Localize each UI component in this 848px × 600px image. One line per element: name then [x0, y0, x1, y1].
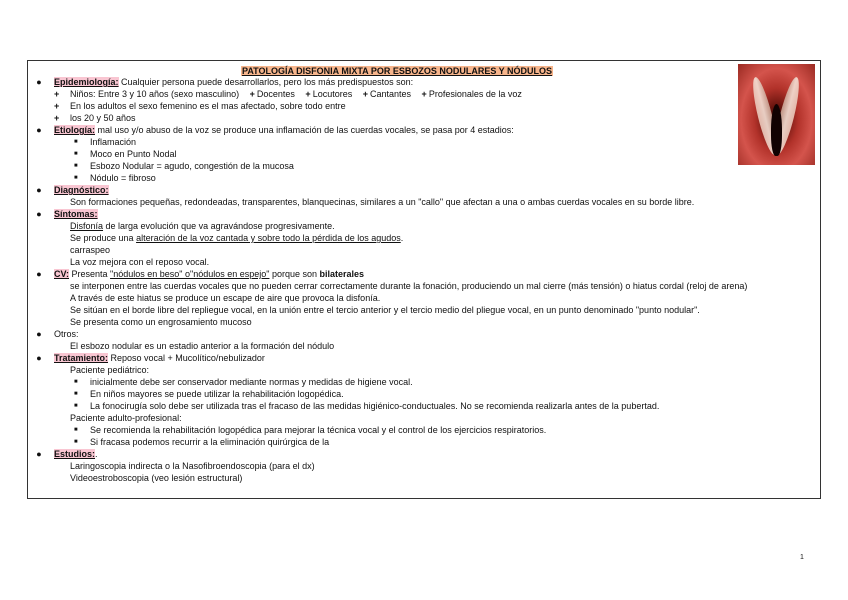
pediatric-header: Paciente pediátrico: [70, 365, 150, 375]
epi-ninos: Niños: Entre 3 y 10 años (sexo masculino) [70, 89, 240, 99]
epi-edad: los 20 y 50 años [70, 113, 136, 123]
adult-item: ■ Si fracasa podemos recurrir a la eliminación quirúrgica de la [74, 437, 330, 447]
bullet-icon: ● [36, 449, 42, 459]
plus-icon: + [362, 89, 368, 99]
cv-line: A través de este hiatus se produce un escape de aire que provoca la disfonía. [70, 293, 381, 303]
plus-icon: + [54, 101, 60, 111]
square-bullet-icon: ■ [74, 175, 78, 181]
etiologia-item [34, 124, 804, 136]
page-title: PATOLOGÍA DISFONIA MIXTA POR ESBOZOS NODULARES Y NÓDULOS [241, 66, 553, 76]
epi-profesionales: Profesionales de la voz [428, 89, 522, 99]
square-bullet-icon: ■ [74, 139, 78, 145]
plus-icon: + [421, 89, 427, 99]
bullet-icon: ● [36, 125, 42, 135]
cv-item: ● CV: Presenta "nódulos en beso" o"nódulos en espejo" porque son bilaterales [34, 268, 804, 280]
etiologia-label: Etiología: [54, 125, 95, 135]
adult-item: ■ Se recomienda la rehabilitación logopédica para mejorar la técnica vocal y el control de los ejercicios respiratorios. [74, 425, 547, 435]
sintomas-label: Síntomas: [54, 209, 98, 219]
etiologia-text: mal uso y/o abuso de la voz se produce una inflamación de las cuerdas vocales, se pasa por 4 estadios: [95, 125, 514, 135]
diagnostico-item [34, 184, 804, 196]
epidemiologia-sub [34, 88, 804, 100]
cv-line: Se sitúan en el borde libre del repliegue vocal, en la unión entre el tercio anterior y el tercio medio del pliegue vocal, en un punto denominado "punto nodular". [70, 305, 700, 315]
estudios-line: Videoestroboscopia (veo lesión estructural) [70, 473, 243, 483]
estudios-line: Laringoscopia indirecta o la Nasofibroendoscopia (para el dx) [70, 461, 315, 471]
epi-locutores: Locutores [312, 89, 353, 99]
tratamiento-item: ● Tratamiento: Reposo vocal + Mucolítico/nebulizador [34, 352, 804, 364]
bullet-icon: ● [36, 209, 42, 219]
sintomas-line: Disfonía de larga evolución que va agravándose progresivamente. [70, 221, 335, 231]
bullet-icon: ● [36, 269, 42, 279]
bullet-icon: ● [36, 353, 42, 363]
epi-adultos: En los adultos el sexo femenino es el mas afectado, sobre todo entre [70, 101, 346, 111]
square-bullet-icon: ■ [74, 403, 78, 409]
pediatric-item: ■ En niños mayores se puede utilizar la rehabilitación logopédica. [74, 389, 344, 399]
epidemiologia-item [34, 76, 804, 88]
document-body [34, 76, 804, 484]
square-bullet-icon: ■ [74, 163, 78, 169]
adult-header: Paciente adulto-profesional: [70, 413, 182, 423]
cv-line: se interponen entre las cuerdas vocales que no pueden cerrar correctamente durante la fonación, produciendo un mal cierre (más tensión) o hiatus cordal (reloj de arena) [70, 281, 748, 291]
diagnostico-text: Son formaciones pequeñas, redondeadas, transparentes, blanquecinas, similares a un "callo" que afectan a una o ambas cuerdas vocales en su borde libre. [70, 197, 695, 207]
plus-icon: + [54, 89, 60, 99]
pediatric-item: ■ La fonocirugía solo debe ser utilizada tras el fracaso de las medidas higiénico-conductuales. No se recomienda realizarla antes de la pubertad. [74, 401, 660, 411]
cv-line: Se presenta como un engrosamiento mucoso [70, 317, 252, 327]
epidemiologia-text: Cualquier persona puede desarrollarlos, pero los más predispuestos son: [118, 77, 414, 87]
estudios-item: ● Estudios:. [34, 448, 804, 460]
pediatric-item: ■ inicialmente debe ser conservador mediante normas y medidas de higiene vocal. [74, 377, 413, 387]
tratamiento-label: Tratamiento: [54, 353, 109, 363]
etiologia-stage: ■ Inflamación [74, 137, 137, 147]
sintomas-line: La voz mejora con el reposo vocal. [70, 257, 210, 267]
estudios-label: Estudios: [54, 449, 96, 459]
cv-label: CV: [54, 269, 70, 279]
plus-icon: + [305, 89, 311, 99]
otros-item [34, 328, 804, 340]
epi-cantantes: Cantantes [370, 89, 412, 99]
bullet-icon: ● [36, 329, 42, 339]
plus-icon: + [54, 113, 60, 123]
epi-docentes: Docentes [256, 89, 295, 99]
square-bullet-icon: ■ [74, 151, 78, 157]
otros-text: El esbozo nodular es un estadio anterior a la formación del nódulo [70, 341, 335, 351]
epidemiologia-label: Epidemiología: [54, 77, 119, 87]
square-bullet-icon: ■ [74, 391, 78, 397]
square-bullet-icon: ■ [74, 439, 78, 445]
sintomas-item [34, 208, 804, 220]
square-bullet-icon: ■ [74, 379, 78, 385]
otros-label: Otros: [54, 329, 79, 339]
bullet-icon: ● [36, 185, 42, 195]
plus-icon: + [249, 89, 255, 99]
etiologia-stage: ■ Moco en Punto Nodal [74, 149, 177, 159]
etiologia-stage: ■ Esbozo Nodular = agudo, congestión de la mucosa [74, 161, 294, 171]
sintomas-line: carraspeo [70, 245, 111, 255]
etiologia-stage: ■ Nódulo = fibroso [74, 173, 156, 183]
sintomas-line: Se produce una alteración de la voz cantada y sobre todo la pérdida de los agudos. [70, 233, 404, 243]
page-number: 1 [800, 554, 804, 561]
epidemiologia-sub [34, 100, 804, 112]
diagnostico-label: Diagnóstico: [54, 185, 109, 195]
epidemiologia-sub [34, 112, 804, 124]
square-bullet-icon: ■ [74, 427, 78, 433]
bullet-icon: ● [36, 77, 42, 87]
